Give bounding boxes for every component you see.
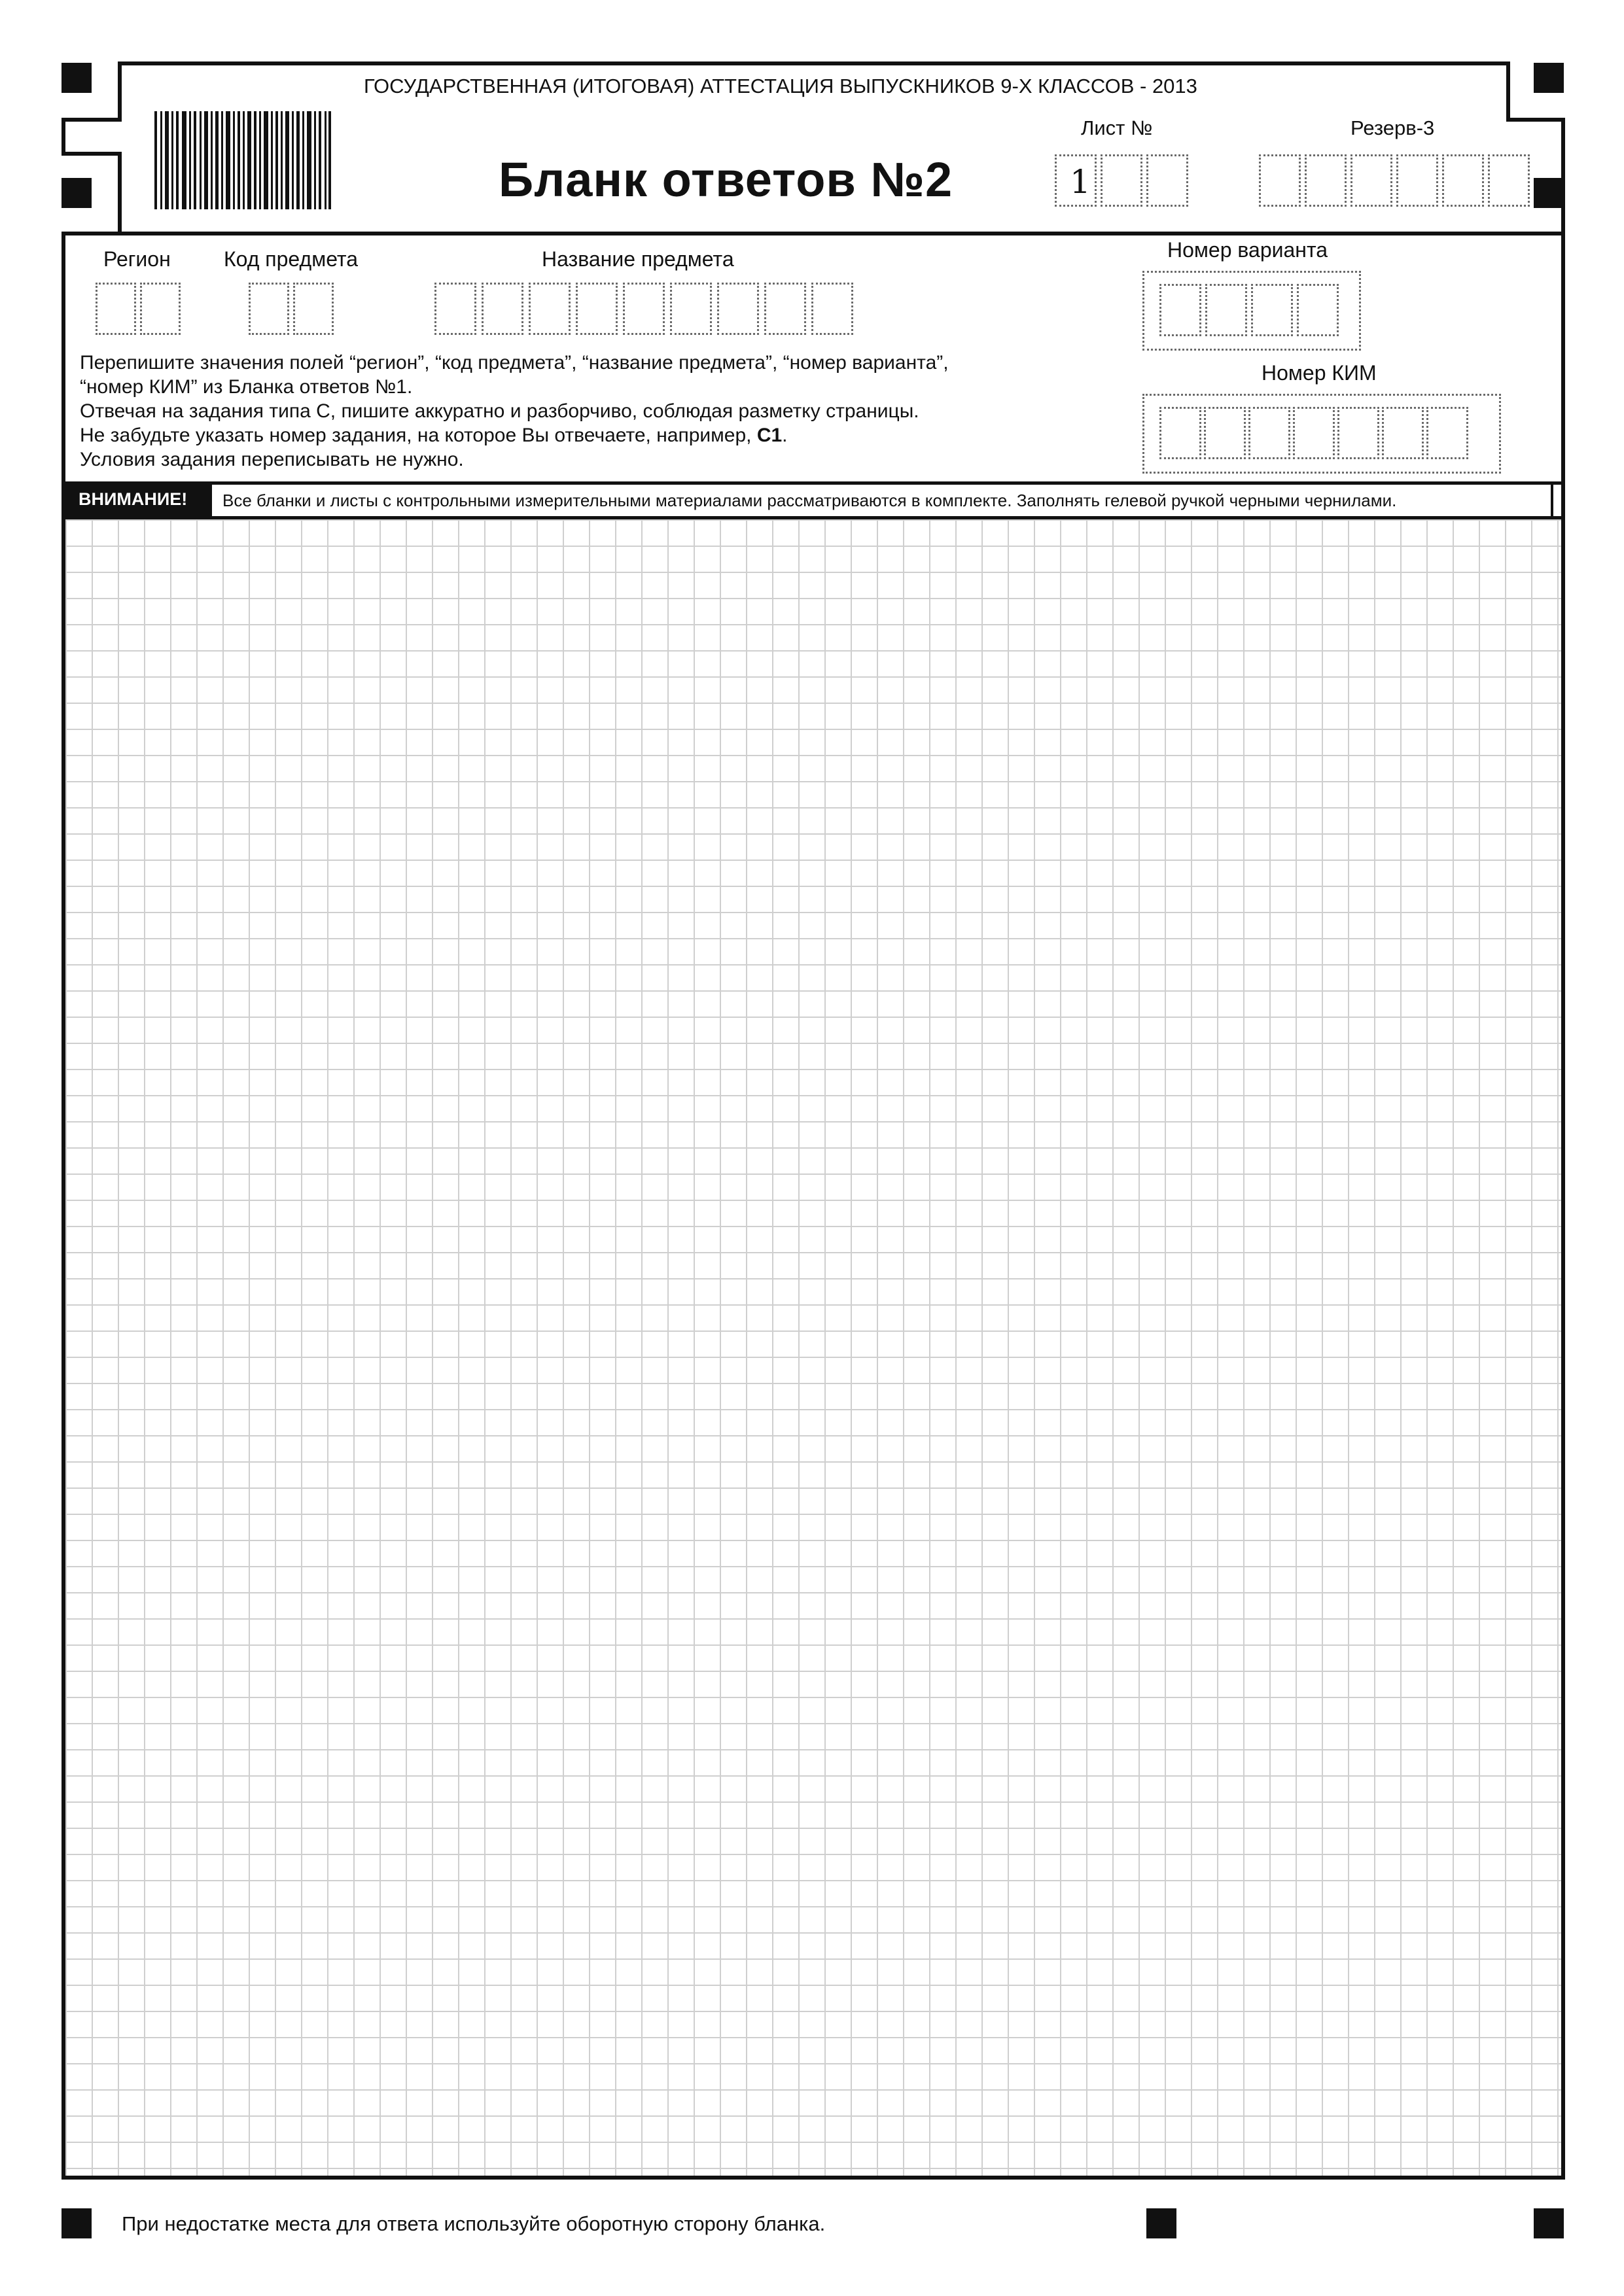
subject-name-cell-1[interactable]	[434, 283, 476, 335]
kim-number-cell-7[interactable]	[1426, 407, 1468, 459]
variant-number-cell-3[interactable]	[1251, 284, 1293, 336]
alignment-marker-mid-right	[1534, 178, 1564, 208]
header-divider	[62, 232, 1565, 235]
reserve-cell-3[interactable]	[1350, 154, 1392, 207]
subject-name-cell-5[interactable]	[623, 283, 665, 335]
frame-tab-right	[1506, 61, 1510, 122]
frame-tab-left-lower	[118, 152, 122, 233]
instruction-line-3: Отвечая на задания типа С, пишите аккуратно и разборчиво, соблюдая разметку страницы.	[80, 400, 919, 422]
sheet-number-cell-3[interactable]	[1146, 154, 1188, 207]
alignment-marker-bottom-left	[62, 2208, 92, 2238]
answer-grid[interactable]	[65, 519, 1561, 2176]
sheet-number-cell-2[interactable]	[1101, 154, 1142, 207]
footer-note: При недостатке места для ответа используйте оборотную сторону бланка.	[122, 2212, 826, 2235]
region-label: Регион	[103, 247, 171, 271]
kim-number-cell-5[interactable]	[1337, 407, 1379, 459]
kim-number-cell-4[interactable]	[1293, 407, 1335, 459]
subject-name-label: Название предмета	[542, 247, 734, 271]
kim-number-cell-6[interactable]	[1382, 407, 1424, 459]
attention-text: Все бланки и листы с контрольными измерительными материалами рассматриваются в комплекте. Заполнять гелевой ручкой черными чернилами.	[222, 491, 1397, 510]
alignment-marker-mid-left	[62, 178, 92, 208]
frame-tab-left	[118, 61, 122, 122]
subject-code-cell-2[interactable]	[293, 283, 334, 335]
form-title: Бланк ответов №2	[499, 152, 953, 207]
subject-name-cell-6[interactable]	[670, 283, 712, 335]
subject-name-cell-9[interactable]	[811, 283, 853, 335]
instruction-line-4	[80, 423, 788, 447]
kim-number-cell-3[interactable]	[1248, 407, 1290, 459]
subject-code-cell-1[interactable]	[249, 283, 289, 335]
subject-name-cell-2[interactable]	[482, 283, 523, 335]
reserve-label: Резерв-3	[1350, 116, 1435, 139]
subject-name-cell-3[interactable]	[529, 283, 571, 335]
variant-number-cell-1[interactable]	[1159, 284, 1201, 336]
subject-name-cell-7[interactable]	[717, 283, 759, 335]
frame-tab-notch-bottom	[62, 152, 122, 156]
instruction-example-task: С1	[756, 425, 783, 446]
instruction-line-4-end: .	[782, 425, 788, 446]
attention-top-border	[62, 481, 1565, 485]
region-cell-2[interactable]	[140, 283, 181, 335]
alignment-marker-top-right	[1534, 63, 1564, 93]
frame-tab-notch-top	[62, 118, 122, 122]
alignment-marker-bottom-right	[1534, 2208, 1564, 2238]
region-cell-1[interactable]	[96, 283, 136, 335]
instruction-line-2: “номер КИМ” из Бланка ответов №1.	[80, 376, 413, 398]
instruction-line-5: Условия задания переписывать не нужно.	[80, 449, 464, 470]
subject-name-cell-8[interactable]	[764, 283, 806, 335]
sheet-number-value: 1	[1070, 163, 1091, 201]
sheet-number-label: Лист №	[1081, 116, 1153, 139]
alignment-marker-top-left	[62, 63, 92, 93]
barcode-icon	[154, 111, 331, 209]
variant-number-cell-2[interactable]	[1205, 284, 1247, 336]
instruction-line-1: Перепишите значения полей “регион”, “код предмета”, “название предмета”, “номер варианта”,	[80, 352, 949, 374]
barcode	[154, 111, 331, 209]
reserve-cell-6[interactable]	[1488, 154, 1530, 207]
exam-title: ГОСУДАРСТВЕННАЯ (ИТОГОВАЯ) АТТЕСТАЦИЯ ВЫПУСКНИКОВ 9-Х КЛАССОВ - 2013	[364, 75, 1197, 97]
body-right-border	[1561, 118, 1565, 2180]
variant-number-cell-4[interactable]	[1297, 284, 1339, 336]
kim-number-cell-1[interactable]	[1159, 407, 1201, 459]
kim-number-cell-2[interactable]	[1204, 407, 1246, 459]
variant-number-label: Номер варианта	[1167, 238, 1328, 262]
reserve-cell-2[interactable]	[1305, 154, 1347, 207]
reserve-cell-1[interactable]	[1259, 154, 1301, 207]
frame-tab-right-notch	[1506, 118, 1565, 122]
sheet-number-cell-1[interactable]	[1055, 154, 1097, 207]
reserve-cell-5[interactable]	[1442, 154, 1484, 207]
body-bottom-border	[62, 2176, 1565, 2180]
attention-label: ВНИМАНИЕ!	[79, 489, 188, 509]
instruction-line-4-text: Не забудьте указать номер задания, на которое Вы отвечаете, например,	[80, 425, 757, 446]
subject-name-cell-4[interactable]	[576, 283, 618, 335]
kim-number-label: Номер КИМ	[1262, 361, 1377, 385]
attention-right-border	[1551, 485, 1553, 516]
subject-code-label: Код предмета	[224, 247, 359, 271]
frame-top	[118, 61, 1510, 65]
reserve-cell-4[interactable]	[1396, 154, 1438, 207]
frame-tab-notch-left	[62, 118, 65, 154]
alignment-marker-bottom-center	[1146, 2208, 1176, 2238]
